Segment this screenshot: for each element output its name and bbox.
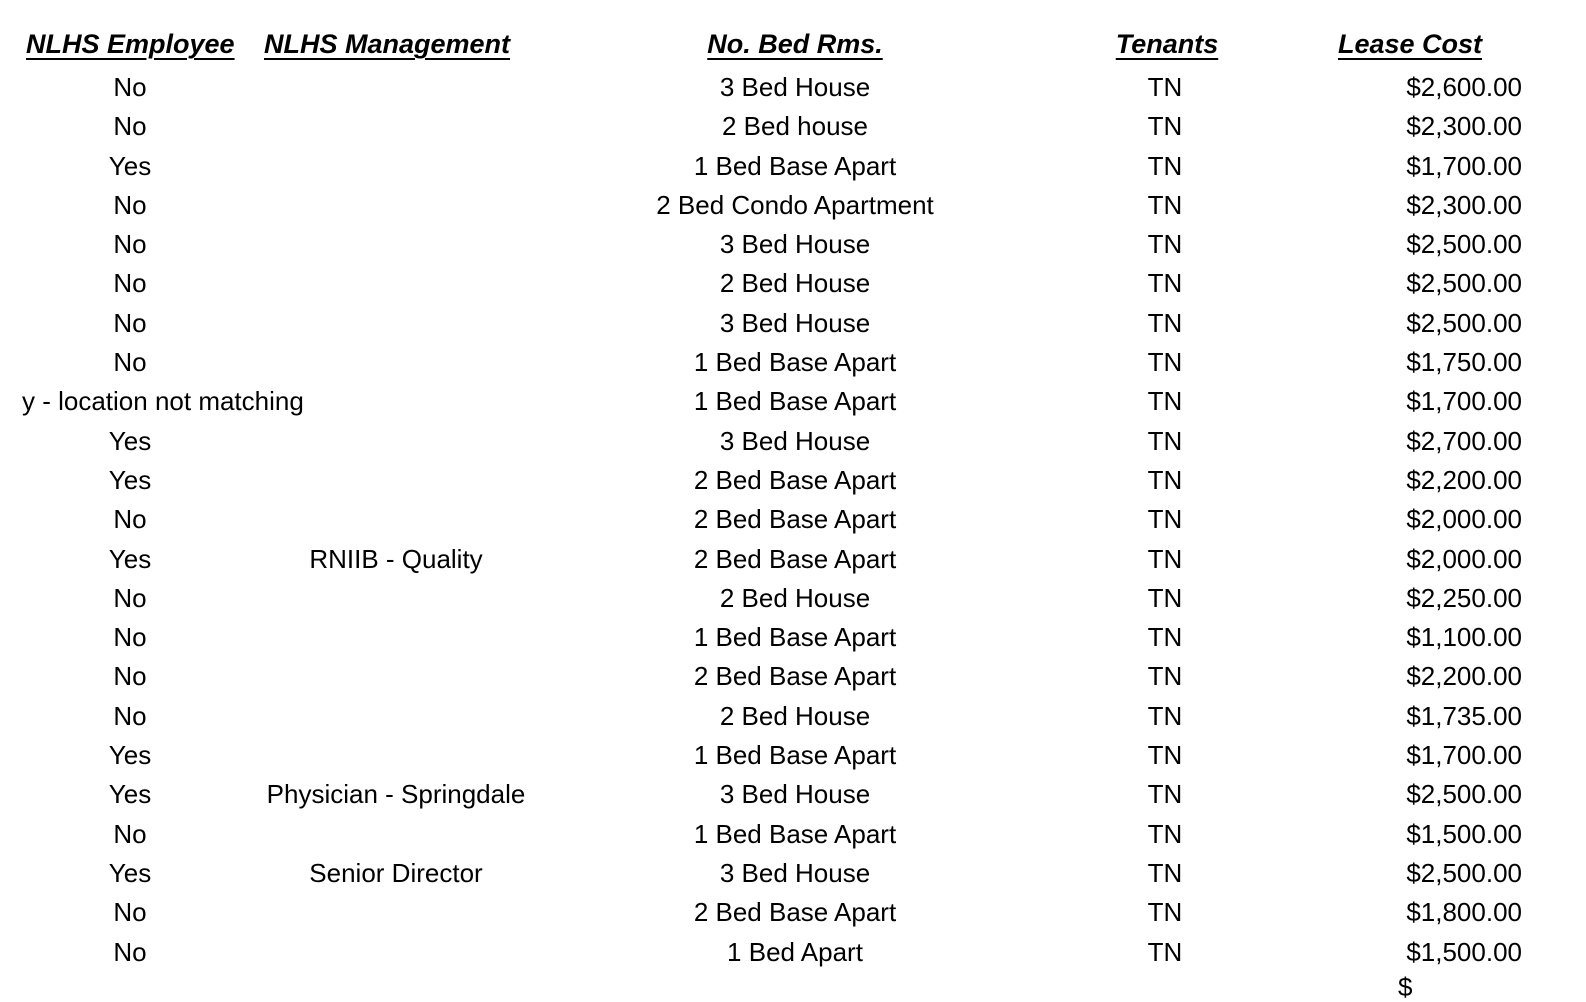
cell-lease-cost[interactable]: $1,700.00 (1406, 150, 1522, 181)
cell-bedrooms[interactable]: 3 Bed House (719, 307, 871, 338)
table-row (0, 933, 1586, 972)
cell-bedrooms[interactable]: 1 Bed Base Apart (693, 347, 897, 378)
cell-tenants[interactable]: TN (1147, 700, 1183, 731)
cell-bedrooms[interactable]: 3 Bed House (719, 229, 871, 260)
cell-nlhs-employee[interactable]: No (113, 189, 147, 220)
cell-lease-cost[interactable]: $2,200.00 (1406, 661, 1522, 692)
cell-tenants[interactable]: TN (1147, 740, 1183, 771)
table-row (0, 540, 1586, 579)
cell-lease-cost[interactable]: $2,250.00 (1406, 582, 1522, 613)
cell-bedrooms[interactable]: 3 Bed House (719, 425, 871, 456)
cell-tenants[interactable]: TN (1147, 661, 1183, 692)
cell-nlhs-employee[interactable]: No (113, 582, 147, 613)
cell-bedrooms[interactable]: 1 Bed Base Apart (693, 740, 897, 771)
cell-bedrooms[interactable]: 3 Bed House (719, 857, 871, 888)
header-nlhs-employee[interactable]: NLHS Employee (26, 29, 235, 59)
table-row (0, 186, 1586, 225)
cell-bedrooms[interactable]: 2 Bed Base Apart (693, 464, 897, 495)
cell-nlhs-employee[interactable]: No (113, 897, 147, 928)
cell-nlhs-employee[interactable]: y - location not matching (22, 386, 304, 417)
cell-lease-cost[interactable]: $1,750.00 (1406, 347, 1522, 378)
cell-tenants[interactable]: TN (1147, 857, 1183, 888)
cell-bedrooms[interactable]: 2 Bed Base Apart (693, 504, 897, 535)
table-row (0, 775, 1586, 814)
cell-nlhs-employee[interactable]: No (113, 622, 147, 653)
cell-tenants[interactable]: TN (1147, 504, 1183, 535)
cell-lease-cost[interactable]: $2,200.00 (1406, 464, 1522, 495)
table-row (0, 304, 1586, 343)
cell-lease-cost[interactable]: $1,500.00 (1406, 818, 1522, 849)
cell-nlhs-employee[interactable]: Yes (108, 779, 152, 810)
cell-tenants[interactable]: TN (1147, 936, 1183, 967)
cell-nlhs-employee[interactable]: No (113, 72, 147, 102)
cell-lease-cost[interactable]: $1,700.00 (1406, 740, 1522, 771)
cell-nlhs-management[interactable]: Physician - Springdale (266, 779, 526, 810)
cutoff-text: $ (1398, 972, 1413, 1002)
cell-bedrooms[interactable]: 3 Bed House (719, 779, 871, 810)
cell-tenants[interactable]: TN (1147, 72, 1183, 102)
cell-bedrooms[interactable]: 1 Bed Apart (727, 936, 863, 967)
table-row (0, 697, 1586, 736)
cell-lease-cost[interactable]: $2,500.00 (1406, 857, 1522, 888)
cell-lease-cost[interactable]: $2,600.00 (1406, 72, 1522, 102)
table-row (0, 461, 1586, 500)
header-row (0, 24, 1586, 64)
cell-tenants[interactable]: TN (1147, 307, 1183, 338)
cell-nlhs-employee[interactable]: No (113, 661, 147, 692)
cell-tenants[interactable]: TN (1147, 386, 1183, 417)
cell-nlhs-employee[interactable]: No (113, 307, 147, 338)
table-row (0, 68, 1586, 107)
table-row (0, 343, 1586, 382)
cell-lease-cost[interactable]: $2,700.00 (1406, 425, 1522, 456)
table-row (0, 657, 1586, 696)
cell-tenants[interactable]: TN (1147, 582, 1183, 613)
cell-nlhs-employee[interactable]: Yes (108, 740, 152, 771)
cell-lease-cost[interactable]: $2,500.00 (1406, 779, 1522, 810)
cell-bedrooms[interactable]: 2 Bed House (719, 582, 871, 613)
cell-bedrooms[interactable]: 2 Bed Condo Apartment (656, 189, 934, 220)
cell-bedrooms[interactable]: 1 Bed Base Apart (693, 150, 897, 181)
cell-tenants[interactable]: TN (1147, 622, 1183, 653)
table-row (0, 422, 1586, 461)
cell-bedrooms[interactable]: 1 Bed Base Apart (693, 386, 897, 417)
cell-nlhs-employee[interactable]: No (113, 936, 147, 967)
cell-tenants[interactable]: TN (1147, 150, 1183, 181)
cell-nlhs-employee[interactable]: No (113, 347, 147, 378)
cell-lease-cost[interactable]: $1,800.00 (1406, 897, 1522, 928)
cell-bedrooms[interactable]: 1 Bed Base Apart (693, 622, 897, 653)
table-row (0, 147, 1586, 186)
cell-tenants[interactable]: TN (1147, 229, 1183, 260)
cell-lease-cost[interactable]: $2,300.00 (1406, 111, 1522, 142)
table-row (0, 736, 1586, 775)
cell-nlhs-employee[interactable]: No (113, 818, 147, 849)
cell-tenants[interactable]: TN (1147, 818, 1183, 849)
table-row (0, 500, 1586, 539)
table-row (0, 107, 1586, 146)
header-lease-cost[interactable]: Lease Cost (1337, 29, 1483, 59)
table-body (0, 68, 1586, 972)
cell-lease-cost[interactable]: $1,700.00 (1406, 386, 1522, 417)
header-nlhs-management[interactable]: NLHS Management (264, 29, 511, 59)
cell-nlhs-employee[interactable]: No (113, 700, 147, 731)
cell-bedrooms[interactable]: 1 Bed Base Apart (693, 818, 897, 849)
cell-tenants[interactable]: TN (1147, 464, 1183, 495)
table-row (0, 893, 1586, 932)
cell-lease-cost[interactable]: $1,100.00 (1406, 622, 1522, 653)
cell-tenants[interactable]: TN (1147, 543, 1183, 574)
table-row (0, 854, 1586, 893)
table-row (0, 382, 1586, 421)
cell-lease-cost[interactable]: $2,500.00 (1406, 307, 1522, 338)
table-row (0, 264, 1586, 303)
cell-nlhs-management[interactable]: Senior Director (309, 857, 483, 888)
header-tenants[interactable]: Tenants (1115, 29, 1219, 59)
cell-lease-cost[interactable]: $2,300.00 (1406, 189, 1522, 220)
table-row (0, 225, 1586, 264)
cell-tenants[interactable]: TN (1147, 111, 1183, 142)
cell-lease-cost[interactable]: $1,735.00 (1406, 700, 1522, 731)
cell-nlhs-management[interactable]: RNIIB - Quality (309, 543, 483, 574)
cell-tenants[interactable]: TN (1147, 189, 1183, 220)
cell-bedrooms[interactable]: 2 Bed House (719, 700, 871, 731)
cell-bedrooms[interactable]: 2 Bed house (721, 111, 868, 142)
cell-tenants[interactable]: TN (1147, 897, 1183, 928)
cell-lease-cost[interactable]: $2,000.00 (1406, 543, 1522, 574)
cell-tenants[interactable]: TN (1147, 425, 1183, 456)
cell-bedrooms[interactable]: 3 Bed House (719, 72, 871, 102)
cell-nlhs-employee[interactable]: Yes (108, 543, 152, 574)
cell-tenants[interactable]: TN (1147, 347, 1183, 378)
cutoff-cell-fragment (1398, 972, 1413, 1002)
cell-tenants[interactable]: TN (1147, 268, 1183, 299)
cell-nlhs-employee[interactable]: No (113, 111, 147, 142)
cell-bedrooms[interactable]: 2 Bed Base Apart (693, 661, 897, 692)
cell-nlhs-employee[interactable]: Yes (108, 150, 152, 181)
header-bedrooms[interactable]: No. Bed Rms. (707, 29, 883, 59)
cell-nlhs-employee[interactable]: No (113, 504, 147, 535)
table-row (0, 815, 1586, 854)
cell-lease-cost[interactable]: $2,000.00 (1406, 504, 1522, 535)
cell-bedrooms[interactable]: 2 Bed House (719, 268, 871, 299)
table-row (0, 579, 1586, 618)
cell-nlhs-employee[interactable]: Yes (108, 857, 152, 888)
table-row (0, 618, 1586, 657)
cell-nlhs-employee[interactable]: No (113, 268, 147, 299)
cell-tenants[interactable]: TN (1147, 779, 1183, 810)
cell-bedrooms[interactable]: 2 Bed Base Apart (693, 543, 897, 574)
cell-lease-cost[interactable]: $2,500.00 (1406, 229, 1522, 260)
cell-bedrooms[interactable]: 2 Bed Base Apart (693, 897, 897, 928)
cell-nlhs-employee[interactable]: Yes (108, 425, 152, 456)
cell-lease-cost[interactable]: $2,500.00 (1406, 268, 1522, 299)
cell-nlhs-employee[interactable]: Yes (108, 464, 152, 495)
cell-lease-cost[interactable]: $1,500.00 (1406, 936, 1522, 967)
cell-nlhs-employee[interactable]: No (113, 229, 147, 260)
